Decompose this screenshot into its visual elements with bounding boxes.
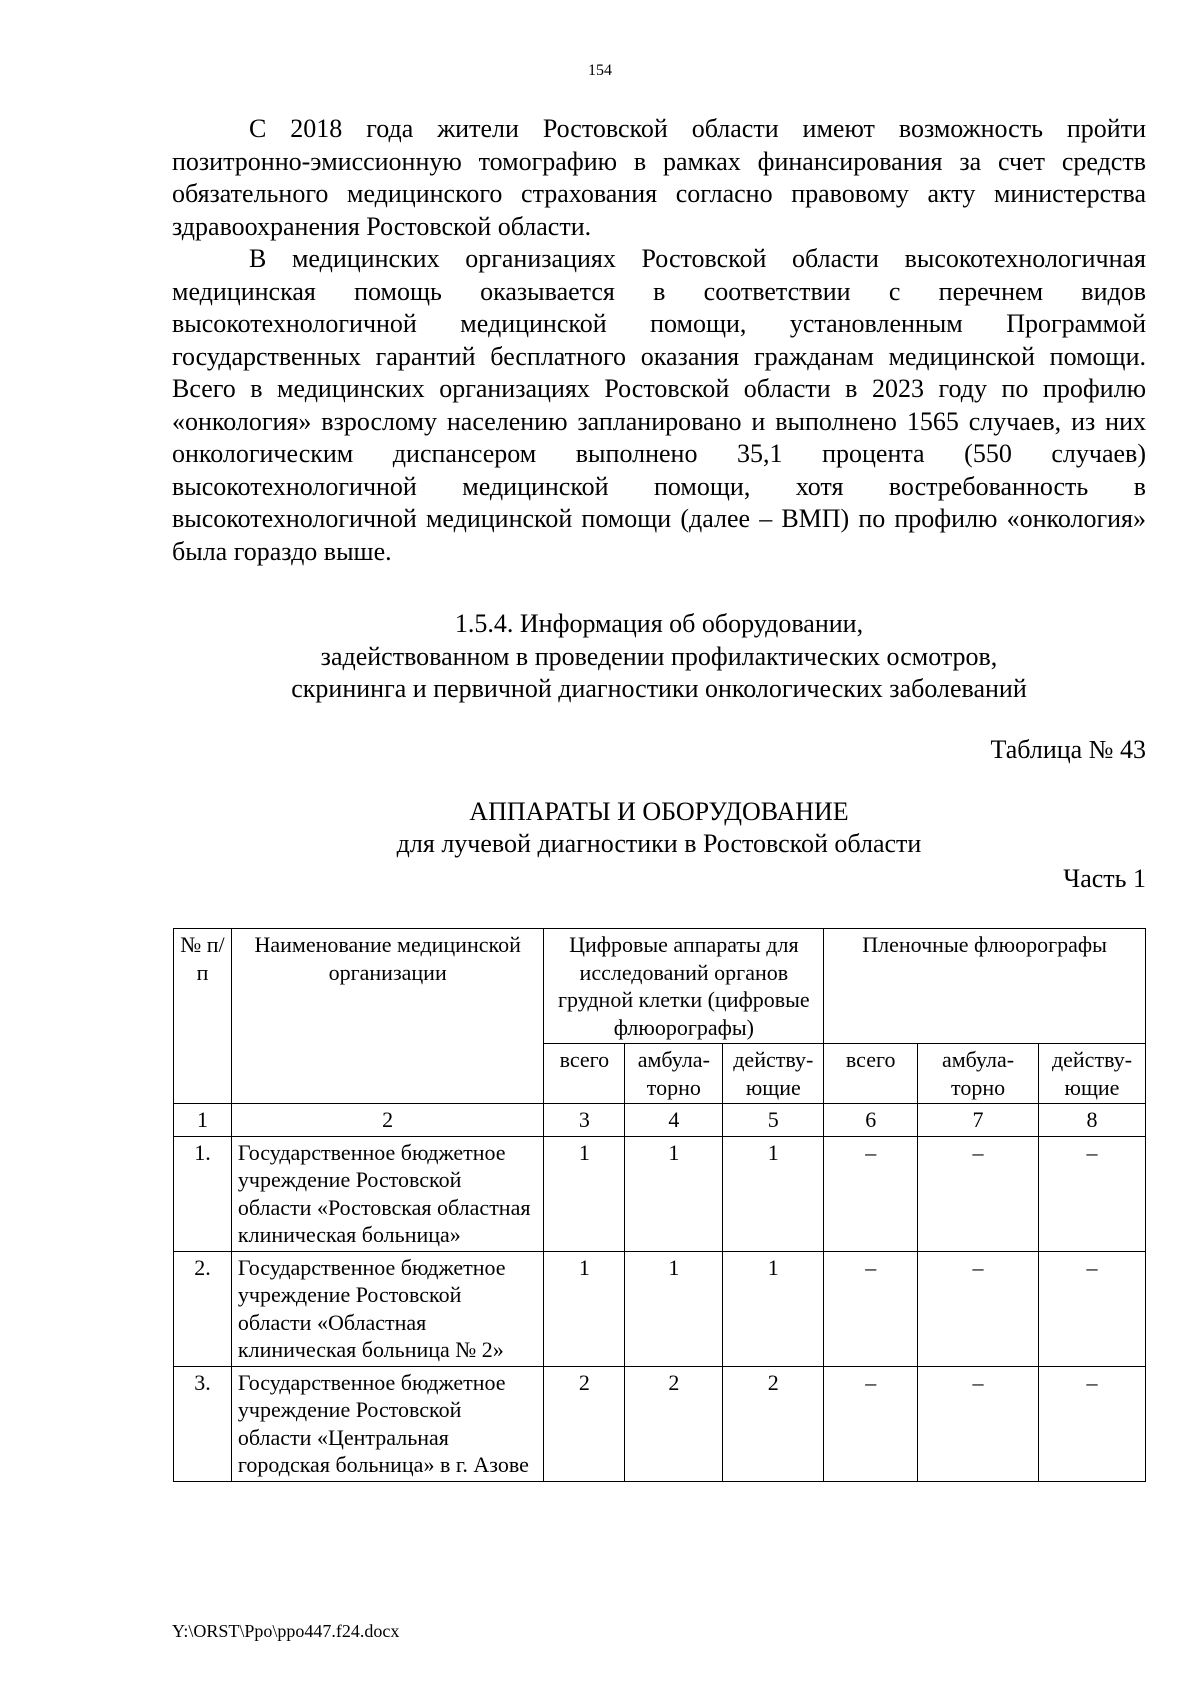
column-number: 6	[824, 1104, 918, 1137]
column-number-row	[174, 1104, 1146, 1137]
header-digital: Цифровые аппараты для исследований органов грудной клетки (цифровые флюорографы)	[544, 929, 824, 1044]
table-title-sub: для лучевой диагностики в Ростовской области	[396, 829, 922, 858]
column-number: 4	[625, 1104, 723, 1137]
row-num: 3.	[174, 1366, 232, 1481]
section-heading-line: 1.5.4. Информация об оборудовании,	[454, 609, 864, 638]
row-value: 1	[544, 1251, 625, 1366]
table-row	[174, 1366, 1146, 1481]
row-value: 1	[723, 1136, 824, 1251]
body-text	[172, 113, 1146, 568]
header-row	[174, 929, 1146, 1044]
row-value: 2	[723, 1366, 824, 1481]
row-value: –	[824, 1366, 918, 1481]
row-value: 1	[625, 1136, 723, 1251]
section-heading	[172, 608, 1146, 706]
table-number: Таблица № 43	[990, 735, 1146, 764]
paragraph: С 2018 года жители Ростовской области имеют возможность пройти позитронно-эмиссионную томографию в рамках финансирования за счет средств обязательного медицинского страхования согласно правовому акту министерства здравоохранения Ростовской области.	[172, 114, 1146, 241]
section-heading-line: задействованном в проведении профилактических осмотров,	[320, 641, 998, 671]
paragraph: В медицинских организациях Ростовской области высокотехнологичная медицинская помощь оказывается в соответствии с перечнем видов высокотехнологичной медицинской помощи, установленным Программой государственных гарантий бесплатного оказания гражданам медицинской помощи. Всего в медицинских организациях Ростовской области в 2023 году по профилю «онкология» взрослому населению запланировано и выполнено 1565 случаев, из них онкологическим диспансером выполнено 35,1 процента (550 случаев) высокотехнологичной медицинской помощи, хотя востребованность в высокотехнологичной медицинской помощи (далее – ВМП) по профилю «онкология» была гораздо выше.	[172, 244, 1146, 566]
header-total: всего	[544, 1044, 625, 1104]
table-title-main: АППАРАТЫ И ОБОРУДОВАНИЕ	[469, 797, 849, 826]
table-part: Часть 1	[1063, 864, 1146, 893]
row-value: 2	[625, 1366, 723, 1481]
page-number: 154	[588, 62, 612, 79]
column-number: 3	[544, 1104, 625, 1137]
row-num: 2.	[174, 1251, 232, 1366]
row-value: 2	[544, 1366, 625, 1481]
table-row	[174, 1251, 1146, 1366]
row-num: 1.	[174, 1136, 232, 1251]
row-value: –	[824, 1136, 918, 1251]
row-value: 1	[723, 1251, 824, 1366]
row-value: –	[918, 1251, 1039, 1366]
equipment-table	[173, 928, 1146, 1482]
header-name: Наименование медицинской организации	[231, 929, 544, 1104]
column-number: 8	[1038, 1104, 1145, 1137]
section-heading-line: скрининга и первичной диагностики онкологических заболеваний	[291, 674, 1027, 703]
row-value: –	[1038, 1366, 1145, 1481]
header-total: всего	[824, 1044, 918, 1104]
header-active: действу-ющие	[723, 1044, 824, 1104]
row-org-name: Государственное бюджетное учреждение Ростовской области «Областная клиническая больница № 2»	[231, 1251, 544, 1366]
header-active: действу-ющие	[1038, 1044, 1145, 1104]
column-number: 2	[231, 1104, 544, 1137]
header-film: Пленочные флюорографы	[824, 929, 1146, 1044]
row-value: –	[824, 1251, 918, 1366]
table-title	[172, 796, 1146, 860]
row-org-name: Государственное бюджетное учреждение Ростовской области «Центральная городская больница» в г. Азове	[231, 1366, 544, 1481]
row-value: –	[1038, 1136, 1145, 1251]
table-row	[174, 1136, 1146, 1251]
footer-file-path: Y:\ORST\Ppo\ppo447.f24.docx	[172, 1621, 400, 1641]
header-num: № п/п	[174, 929, 232, 1104]
row-value: –	[918, 1366, 1039, 1481]
column-number: 7	[918, 1104, 1039, 1137]
row-value: 1	[625, 1251, 723, 1366]
header-outpatient: амбула-торно	[918, 1044, 1039, 1104]
row-value: –	[1038, 1251, 1145, 1366]
row-org-name: Государственное бюджетное учреждение Ростовской области «Ростовская областная клиническая больница»	[231, 1136, 544, 1251]
row-value: –	[918, 1136, 1039, 1251]
row-value: 1	[544, 1136, 625, 1251]
column-number: 1	[174, 1104, 232, 1137]
column-number: 5	[723, 1104, 824, 1137]
header-outpatient: амбула-торно	[625, 1044, 723, 1104]
